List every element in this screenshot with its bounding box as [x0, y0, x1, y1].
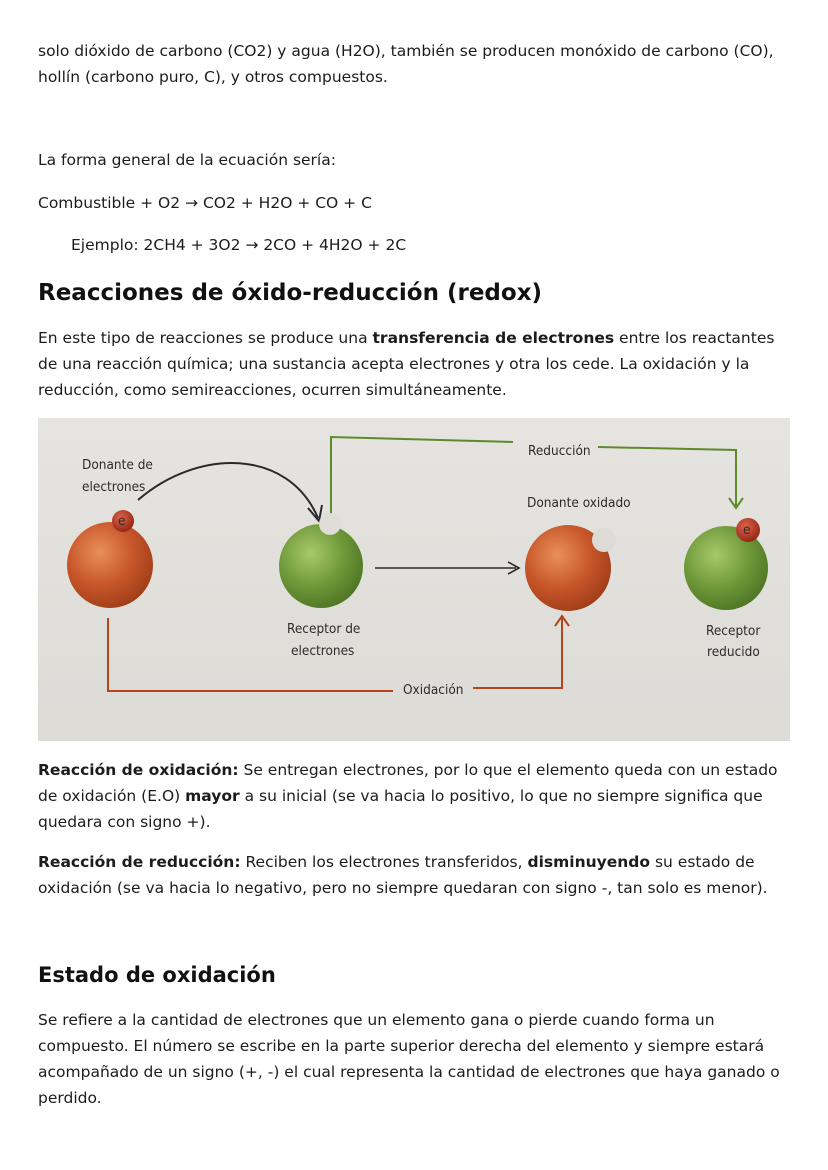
reduced-receptor-label-2: reducido	[707, 644, 760, 660]
reduction-path	[331, 437, 513, 526]
oxidation-label: Oxidación	[403, 682, 464, 698]
donor-electron-label: e	[118, 513, 126, 529]
oxidized-donor-label: Donante oxidado	[527, 495, 631, 511]
donor-label-1: Donante de	[82, 457, 153, 473]
intro-paragraph	[38, 38, 790, 90]
reduction-definition	[38, 849, 790, 901]
redox-text-bold: transferencia de electrones	[372, 329, 615, 347]
reduced-receptor-label-1: Receptor	[706, 623, 761, 639]
receptor-sphere	[279, 524, 363, 608]
receptor-notch	[319, 513, 341, 535]
estado-heading: Estado de oxidación	[38, 963, 276, 987]
oxidation-text-2: a su inicial (se va hacia lo positivo, lo que no siempre significa que quedara con signo +).	[38, 787, 763, 831]
redox-diagram	[38, 418, 790, 741]
oxidation-path-end	[473, 616, 562, 688]
redox-text-pre: En este tipo de reacciones se produce una	[38, 329, 373, 347]
redox-text-post: entre los reactantes de una reacción química; una sustancia acepta electrones y otra los cede. La oxidación y la reducción, como semireacciones, ocurren simultáneamente.	[38, 329, 775, 399]
electron-transfer-arrow	[138, 463, 318, 518]
oxidized-donor-notch	[592, 528, 616, 552]
equation-lead: La forma general de la ecuación sería:	[38, 151, 336, 169]
donor-sphere	[67, 522, 153, 608]
reduction-text-1: Reciben los electrones transferidos,	[240, 853, 528, 871]
estado-paragraph: Se refiere a la cantidad de electrones que un elemento gana o pierde cuando forma un compuesto. El número se escribe en la parte superior derecha del elemento y siempre estará acompañado de un signo (+, -) el cual representa la cantidad de electrones que haya ganado o perdido.	[38, 1011, 780, 1107]
intro-line-2: hollín (carbono puro, C), y otros compuestos.	[38, 68, 388, 86]
reduction-text-2: su estado de oxidación (se va hacia lo negativo, pero no siempre quedaran con signo -, tan solo es menor).	[38, 853, 768, 897]
reduction-label: Reacción de reducción:	[38, 853, 241, 871]
redox-paragraph	[38, 325, 790, 403]
oxidation-definition	[38, 757, 790, 835]
oxidation-label: Reacción de oxidación:	[38, 761, 239, 779]
donor-label-2: electrones	[82, 479, 146, 495]
oxidation-bold: mayor	[185, 787, 240, 805]
redox-heading: Reacciones de óxido-reducción (redox)	[38, 280, 543, 306]
receptor-label-1: Receptor de	[287, 621, 361, 637]
redox-diagram-svg	[38, 418, 790, 741]
example-equation: Ejemplo: 2CH4 + 3O2 → 2CO + 4H2O + 2C	[71, 236, 407, 254]
reduced-electron-label: e	[743, 522, 751, 538]
general-equation: Combustible + O2 → CO2 + H2O + CO + C	[38, 194, 372, 212]
reduction-bold: disminuyendo	[527, 853, 651, 871]
intro-line-1: solo dióxido de carbono (CO2) y agua (H2O), también se producen monóxido de carbono (CO),	[38, 42, 774, 60]
oxidation-text-1: Se entregan electrones, por lo que el elemento queda con un estado de oxidación (E.O)	[38, 761, 778, 805]
receptor-label-2: electrones	[291, 643, 355, 659]
reduction-label: Reducción	[528, 443, 591, 459]
